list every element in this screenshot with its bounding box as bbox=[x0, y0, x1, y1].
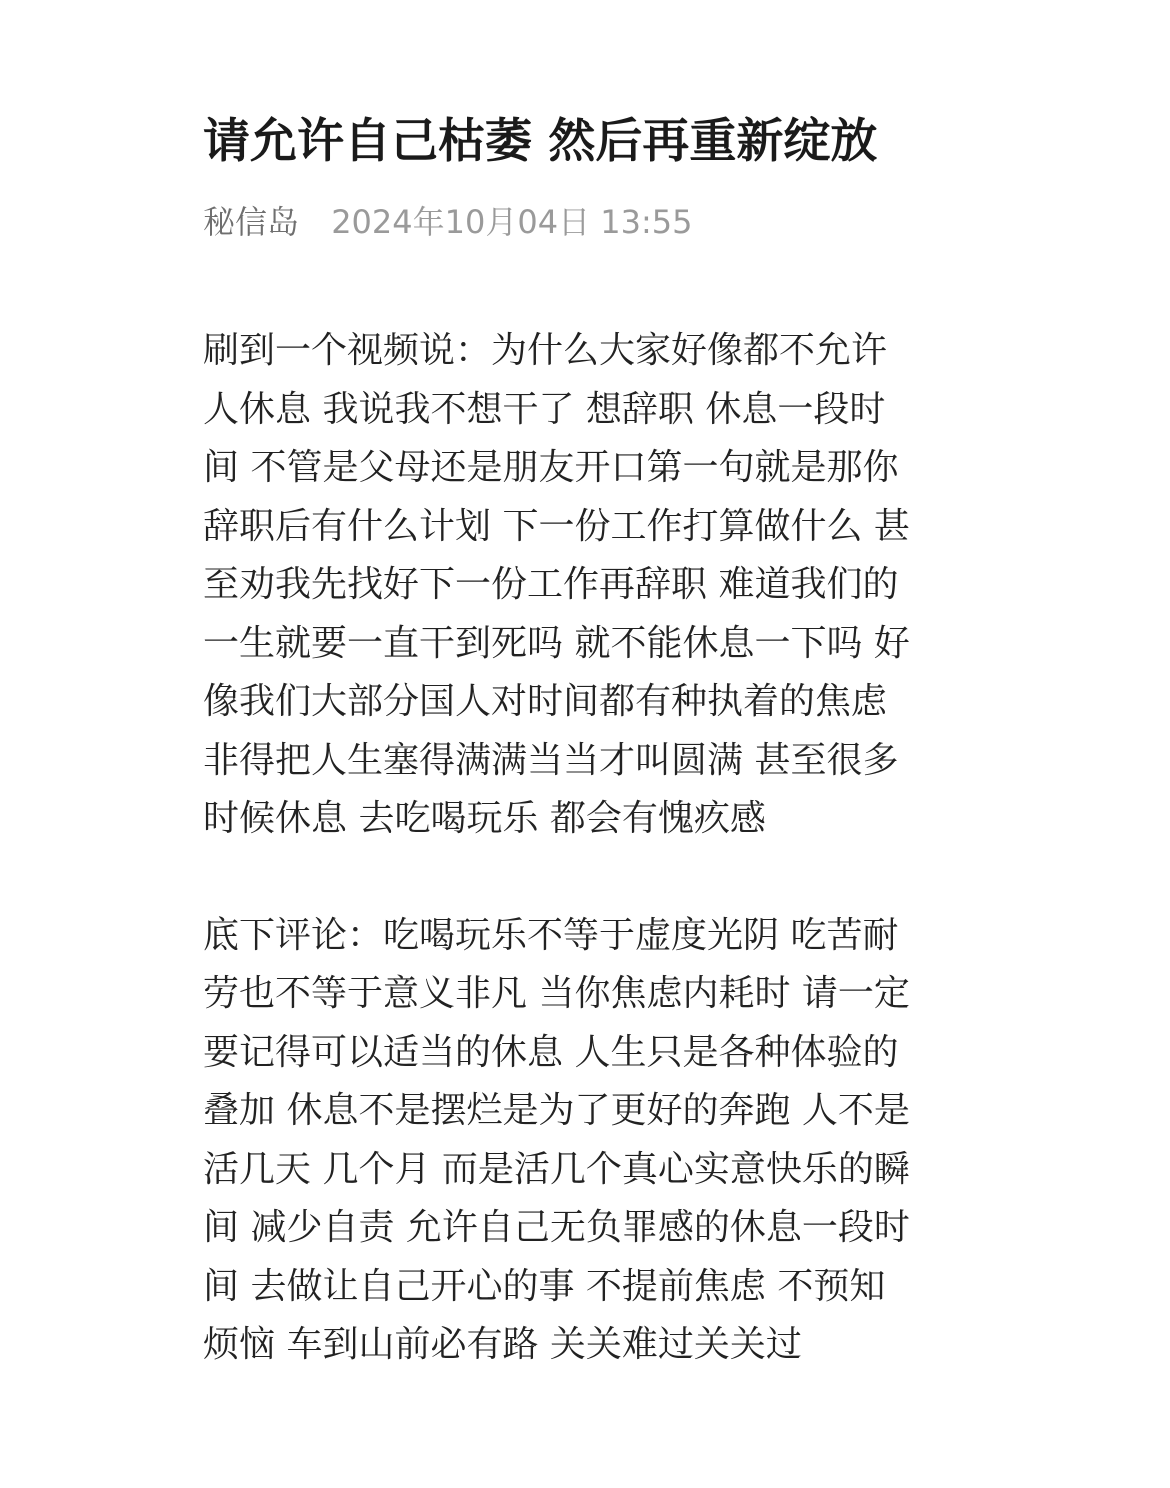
text-line: 间 减少自责 允许自己无负罪感的休息一段时 bbox=[203, 1207, 910, 1248]
text-line: 人休息 我说我不想干了 想辞职 休息一段时 bbox=[203, 388, 886, 430]
text-line: 一生就要一直干到死吗 就不能休息一下吗 好 bbox=[203, 622, 910, 664]
text-line: 底下评论：吃喝玩乐不等于虚度光阴 吃苦耐 bbox=[203, 914, 899, 956]
text-line: 像我们大部分国人对时间都有种执着的焦虑 bbox=[203, 681, 888, 722]
article-meta bbox=[203, 202, 973, 242]
text-line: 活几天 几个月 而是活几个真心实意快乐的瞬 bbox=[203, 1148, 910, 1190]
article bbox=[203, 110, 973, 1375]
text-line: 烦恼 车到山前必有路 关关难过关关过 bbox=[203, 1324, 802, 1365]
text-line: 劳也不等于意义非凡 当你焦虑内耗时 请一定 bbox=[203, 973, 910, 1014]
text-line: 至劝我先找好下一份工作再辞职 难道我们的 bbox=[203, 564, 899, 605]
author-name[interactable]: 秘信岛 bbox=[203, 203, 300, 241]
paragraph-comment bbox=[203, 907, 973, 1375]
text-line: 要记得可以适当的休息 人生只是各种体验的 bbox=[203, 1031, 899, 1073]
publish-date: 2024年10月04日 13:55 bbox=[331, 203, 693, 241]
article-title: 请允许自己枯萎 然后再重新绽放 bbox=[203, 114, 878, 169]
paragraph-post bbox=[203, 322, 973, 849]
text-line: 非得把人生塞得满满当当才叫圆满 甚至很多 bbox=[203, 739, 899, 781]
text-line: 间 去做让自己开心的事 不提前焦虑 不预知 bbox=[203, 1265, 886, 1307]
text-line: 辞职后有什么计划 下一份工作打算做什么 甚 bbox=[203, 505, 910, 547]
text-line: 时候休息 去吃喝玩乐 都会有愧疚感 bbox=[203, 798, 766, 839]
text-line: 刷到一个视频说：为什么大家好像都不允许 bbox=[203, 330, 888, 371]
text-line: 间 不管是父母还是朋友开口第一句就是那你 bbox=[203, 447, 899, 488]
text-line: 叠加 休息不是摆烂是为了更好的奔跑 人不是 bbox=[203, 1090, 910, 1131]
